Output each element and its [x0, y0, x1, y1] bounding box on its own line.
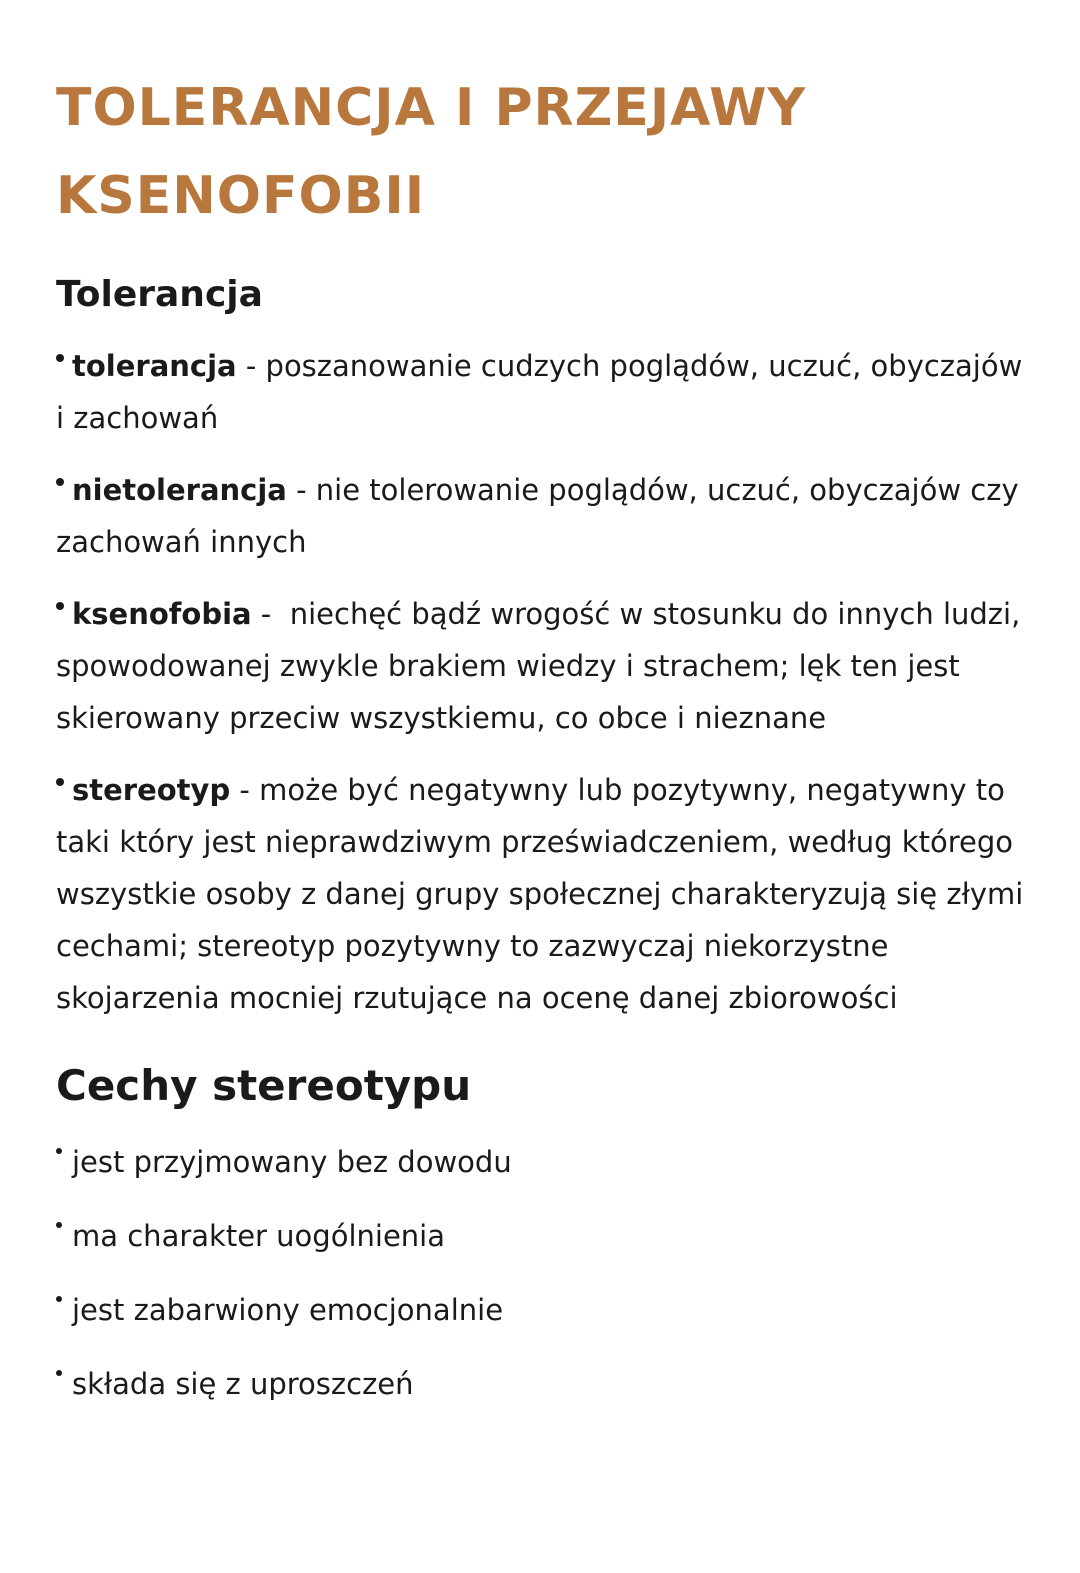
bullet-dot	[56, 478, 64, 486]
bullet-dot	[56, 354, 64, 362]
title-line-2: KSENOFOBII	[56, 166, 426, 226]
bullet-dot	[56, 778, 64, 786]
definition-term: nietolerancja	[72, 473, 287, 507]
bullet-dot	[56, 1370, 62, 1376]
definition-term: stereotyp	[72, 773, 231, 807]
bullet-dot	[56, 602, 64, 610]
title-line-1: TOLERANCJA I PRZEJAWY	[56, 78, 807, 138]
list-item	[56, 1358, 1036, 1410]
definition-text: poszanowanie cudzych poglądów, uczuć, obyczajów i zachowań	[56, 349, 1023, 435]
list-item-text: jest przyjmowany bez dowodu	[72, 1145, 512, 1179]
definition-separator: -	[251, 597, 290, 631]
list-item-text: ma charakter uogólnienia	[72, 1219, 445, 1253]
list-item	[56, 1210, 1036, 1262]
definition-item	[56, 464, 1036, 568]
definition-term: tolerancja	[72, 349, 237, 383]
bullet-dot	[56, 1296, 62, 1302]
bullet-dot	[56, 1222, 62, 1228]
list-item	[56, 1136, 1036, 1188]
section-heading-tolerancja: Tolerancja	[56, 274, 263, 315]
definition-text: niechęć bądź wrogość w stosunku do innych ludzi, spowodowanej zwykle brakiem wiedzy i strachem; lęk ten jest skierowany przeciw wszystkiemu, co obce i nieznane	[56, 597, 1021, 735]
definition-item	[56, 340, 1036, 444]
page-title	[56, 64, 1036, 240]
document-page	[56, 64, 1036, 1432]
list-item-text: składa się z uproszczeń	[72, 1367, 414, 1401]
definition-item	[56, 588, 1036, 744]
list-item	[56, 1284, 1036, 1336]
list-item-text: jest zabarwiony emocjonalnie	[72, 1293, 504, 1327]
definition-separator: -	[230, 773, 260, 807]
bullet-dot	[56, 1148, 62, 1154]
definition-separator: -	[236, 349, 266, 383]
definition-item	[56, 764, 1036, 1024]
definitions-list	[56, 340, 1036, 1024]
section-heading-cechy-stereotypu: Cechy stereotypu	[56, 1061, 472, 1110]
features-list	[56, 1136, 1036, 1410]
definition-text: może być negatywny lub pozytywny, negatywny to taki który jest nieprawdziwym przeświadczeniem, według którego wszystkie osoby z danej grupy społecznej charakteryzują się złymi cechami; stereotyp pozytywny to zazwyczaj niekorzystne skojarzenia mocniej rzutujące na ocenę danej zbiorowości	[56, 773, 1024, 1015]
definition-text: nie tolerowanie poglądów, uczuć, obyczajów czy zachowań innych	[56, 473, 1019, 559]
definition-term: ksenofobia	[72, 597, 252, 631]
definition-separator: -	[286, 473, 316, 507]
